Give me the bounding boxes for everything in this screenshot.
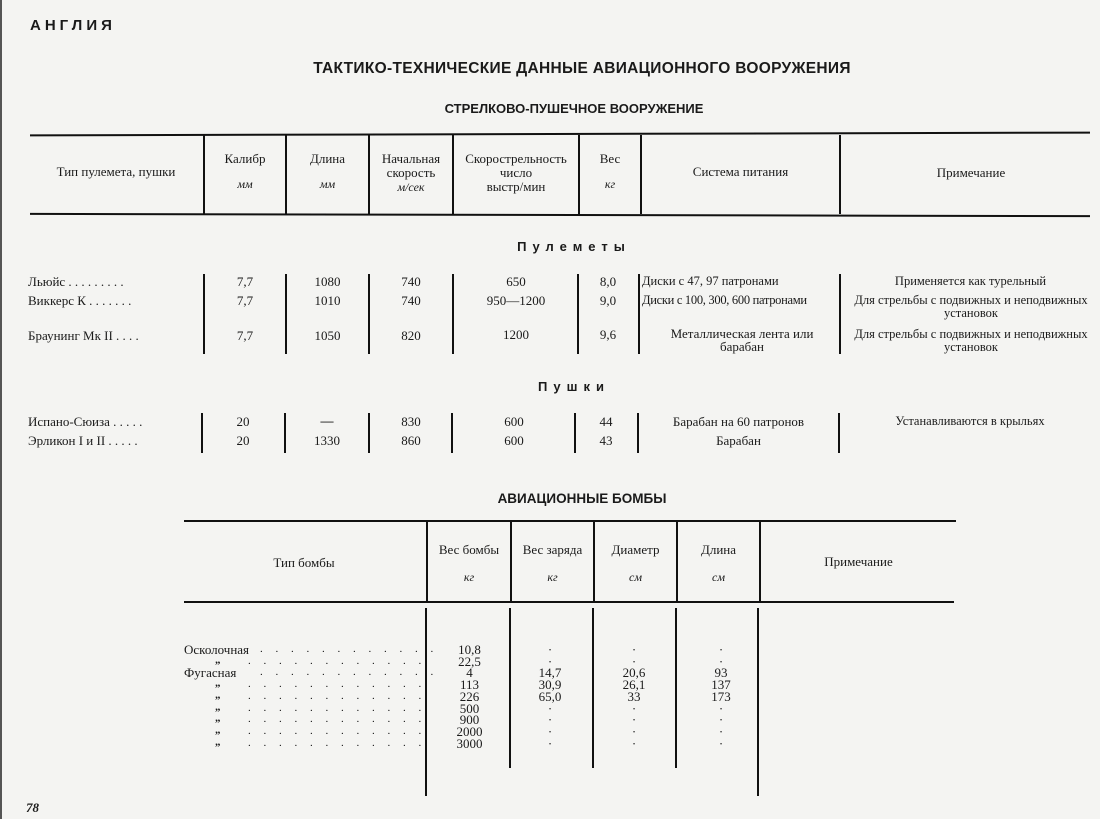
guns-header-bottom-rule: [30, 213, 1090, 217]
gun-name: Испано-Сюиза . . . . .: [28, 414, 143, 429]
gun-feed: Барабан на 60 патронов: [672, 414, 805, 429]
header-diameter: [595, 543, 676, 584]
bomb-length: ·: [718, 700, 724, 716]
header-weight-unit: кг: [604, 177, 616, 191]
bomb-weight: 10,8: [458, 642, 481, 657]
bomb-diameter: ·: [631, 723, 637, 739]
bomb-type: Осколочная: [184, 642, 250, 657]
bomb-charge-weight: ·: [547, 735, 553, 751]
header-bomb-length-label: Длина: [700, 542, 737, 557]
bomb-type-ditto: „: [215, 712, 221, 725]
header-velocity-label-1: Начальная: [381, 151, 441, 166]
gun-note: Устанавливаются в крыльях: [895, 414, 1045, 428]
header-rate: [454, 152, 578, 194]
bomb-charge-weight: 30,9: [538, 677, 562, 693]
bomb-length: ·: [718, 735, 724, 751]
section-title-machine-guns: Пулеметы: [517, 239, 631, 254]
header-bomb-type: Тип бомбы: [273, 555, 335, 570]
bomb-length: ·: [718, 712, 724, 728]
gun-rate: 650: [506, 274, 526, 289]
bomb-type-ditto: „: [215, 677, 221, 690]
bombs-body-divider: [675, 608, 677, 768]
gun-length: 1050: [314, 328, 341, 343]
main-title: ТАКТИКО-ТЕХНИЧЕСКИЕ ДАННЫЕ АВИАЦИОННОГО ВООРУЖЕНИЯ: [313, 60, 851, 77]
leader-dots: . . . . . . . . . . . .: [248, 713, 427, 726]
gun-velocity: 820: [401, 328, 421, 343]
header-bomb-note: Примечание: [824, 554, 893, 569]
section-title-cannons: Пушки: [538, 379, 610, 394]
bomb-type-ditto: „: [215, 735, 221, 748]
bomb-weight: 226: [459, 688, 480, 704]
header-charge-weight-label: Вес заряда: [522, 542, 583, 557]
header-diameter-label: Диаметр: [611, 542, 660, 557]
gun-rate: 950—1200: [486, 293, 546, 308]
gun-velocity: 740: [401, 293, 421, 308]
gun-name: Виккерс К . . . . . . .: [28, 293, 132, 308]
bombs-body-divider: [592, 608, 594, 768]
bomb-charge-weight: 65,0: [538, 688, 562, 704]
header-velocity-unit: м/сек: [397, 180, 425, 194]
bombs-header-bottom-rule: [184, 601, 954, 603]
header-rate-label-2: число: [499, 165, 533, 180]
gun-note: Для стрельбы с подвижных и неподвижных установок: [854, 327, 1088, 354]
header-gun-type: Тип пулемета, пушки: [56, 164, 176, 179]
header-length-unit: мм: [319, 177, 336, 191]
gun-rate: 1200: [503, 327, 529, 342]
gun-weight: 9,0: [599, 293, 617, 308]
header-velocity-label-2: скорость: [386, 165, 436, 180]
gun-velocity: 860: [401, 433, 421, 448]
gun-length: 1080: [314, 274, 341, 289]
bomb-weight: 4: [466, 665, 473, 681]
gun-velocity: 830: [401, 414, 421, 429]
gun-weight: 8,0: [599, 274, 617, 289]
gun-feed: Барабан: [716, 433, 761, 448]
gun-name: Льюйс . . . . . . . . .: [28, 274, 124, 289]
header-length: [287, 152, 368, 191]
gun-length: 1010: [314, 293, 341, 308]
bomb-type-ditto: „: [215, 723, 221, 736]
bomb-length: 173: [711, 688, 731, 704]
country-heading: АНГЛИЯ: [30, 17, 116, 34]
header-feed: Система питания: [692, 164, 789, 179]
bombs-body-divider: [509, 608, 511, 768]
gun-caliber: 7,7: [236, 293, 254, 308]
bomb-charge-weight: ·: [547, 642, 553, 657]
bombs-body-divider: [757, 608, 759, 796]
leader-dots: . . . . . . . . . . . .: [260, 666, 439, 679]
bomb-charge-weight: ·: [547, 700, 553, 716]
bomb-weight: 900: [459, 712, 480, 728]
gun-caliber: 20: [236, 414, 250, 429]
bomb-weight: 3000: [456, 735, 483, 751]
header-charge-weight: [512, 543, 593, 584]
bomb-weight: 113: [459, 677, 480, 693]
bomb-type-ditto: „: [215, 688, 221, 701]
gun-name: Эрликон I и II . . . . .: [28, 433, 138, 448]
header-velocity: [370, 152, 452, 194]
leader-dots: . . . . . . . . . . . .: [260, 643, 439, 655]
gun-caliber: 20: [236, 433, 250, 448]
bomb-weight: 22,5: [458, 653, 481, 669]
gun-rate: 600: [504, 433, 524, 448]
header-rate-label-3: выстр/мин: [486, 179, 546, 194]
header-caliber: [205, 152, 285, 191]
bomb-diameter: ·: [631, 735, 637, 751]
header-rate-label-1: Скорострельность: [465, 151, 567, 166]
bomb-diameter: ·: [631, 712, 637, 728]
bomb-diameter: ·: [631, 653, 637, 669]
bomb-diameter: 20,6: [622, 665, 646, 681]
bomb-length: 137: [711, 677, 731, 693]
gun-feed: Диски с 100, 300, 600 патронами: [642, 293, 807, 307]
leader-dots: . . . . . . . . . . . .: [248, 736, 427, 749]
leader-dots: . . . . . . . . . . . .: [248, 701, 427, 714]
bomb-charge-weight: ·: [547, 723, 553, 739]
bomb-diameter: 33: [627, 688, 641, 704]
bomb-type-ditto: „: [215, 700, 221, 713]
gun-weight: 9,6: [599, 327, 617, 342]
gun-name: Браунинг Мк II . . . .: [28, 328, 139, 343]
gun-feed: Металлическая лента или барабан: [670, 326, 814, 354]
bomb-charge-weight: 14,7: [538, 665, 562, 681]
gun-rate: 600: [504, 414, 524, 429]
header-caliber-unit: мм: [237, 177, 253, 191]
leader-dots: . . . . . . . . . . . .: [248, 654, 427, 667]
guns-body-divider: [839, 274, 841, 354]
page-number: 78: [26, 800, 39, 815]
gun-weight: 44: [599, 414, 613, 429]
header-bomb-length-unit: см: [712, 570, 725, 584]
leader-dots: . . . . . . . . . . . .: [248, 724, 427, 737]
header-bomb-weight-unit: кг: [463, 570, 475, 584]
gun-length: —: [320, 413, 334, 428]
header-weight: [580, 152, 640, 191]
bombs-table-title: АВИАЦИОННЫЕ БОМБЫ: [497, 491, 667, 506]
gun-feed: Диски с 47, 97 патронами: [642, 274, 779, 288]
leader-dots: . . . . . . . . . . . .: [248, 689, 427, 702]
bomb-diameter: ·: [631, 642, 637, 657]
bomb-charge-weight: ·: [547, 653, 553, 669]
gun-caliber: 7,7: [236, 328, 254, 343]
bomb-diameter: 26,1: [622, 677, 646, 693]
gun-weight: 43: [599, 433, 613, 448]
header-charge-weight-unit: кг: [547, 570, 558, 584]
bomb-charge-weight: ·: [547, 712, 553, 728]
guns-table-title: СТРЕЛКОВО-ПУШЕЧНОЕ ВООРУЖЕНИЕ: [444, 101, 704, 116]
header-caliber-label: Калибр: [224, 151, 266, 166]
bomb-weight: 500: [459, 700, 480, 716]
gun-note: Применяется как турельный: [894, 274, 1047, 288]
gun-length: 1330: [314, 433, 340, 448]
header-bomb-weight-label: Вес бомбы: [438, 542, 500, 557]
guns-header-top-rule: [30, 132, 1090, 137]
bomb-diameter: ·: [631, 700, 637, 716]
gun-note: Для стрельбы с подвижных и неподвижных установок: [854, 293, 1088, 320]
header-bomb-length: [678, 543, 759, 584]
bomb-length: ·: [718, 642, 724, 657]
header-bomb-weight: [428, 543, 510, 584]
bomb-weight: 2000: [456, 723, 483, 739]
guns-body-divider: [638, 274, 640, 354]
gun-caliber: 7,7: [236, 274, 254, 289]
header-diameter-unit: см: [629, 570, 642, 584]
bombs-header-top-rule: [184, 520, 956, 522]
leader-dots: . . . . . . . . . . . .: [248, 678, 427, 691]
bomb-type-ditto: „: [215, 653, 221, 666]
gun-velocity: 740: [401, 274, 421, 289]
bomb-length: ·: [718, 653, 724, 669]
bomb-type: Фугасная: [184, 665, 237, 681]
header-note: Примечание: [936, 165, 1006, 180]
header-length-label: Длина: [309, 151, 346, 166]
header-weight-label: Вес: [599, 151, 621, 166]
bomb-length: ·: [718, 723, 724, 739]
bomb-length: 93: [714, 665, 728, 681]
